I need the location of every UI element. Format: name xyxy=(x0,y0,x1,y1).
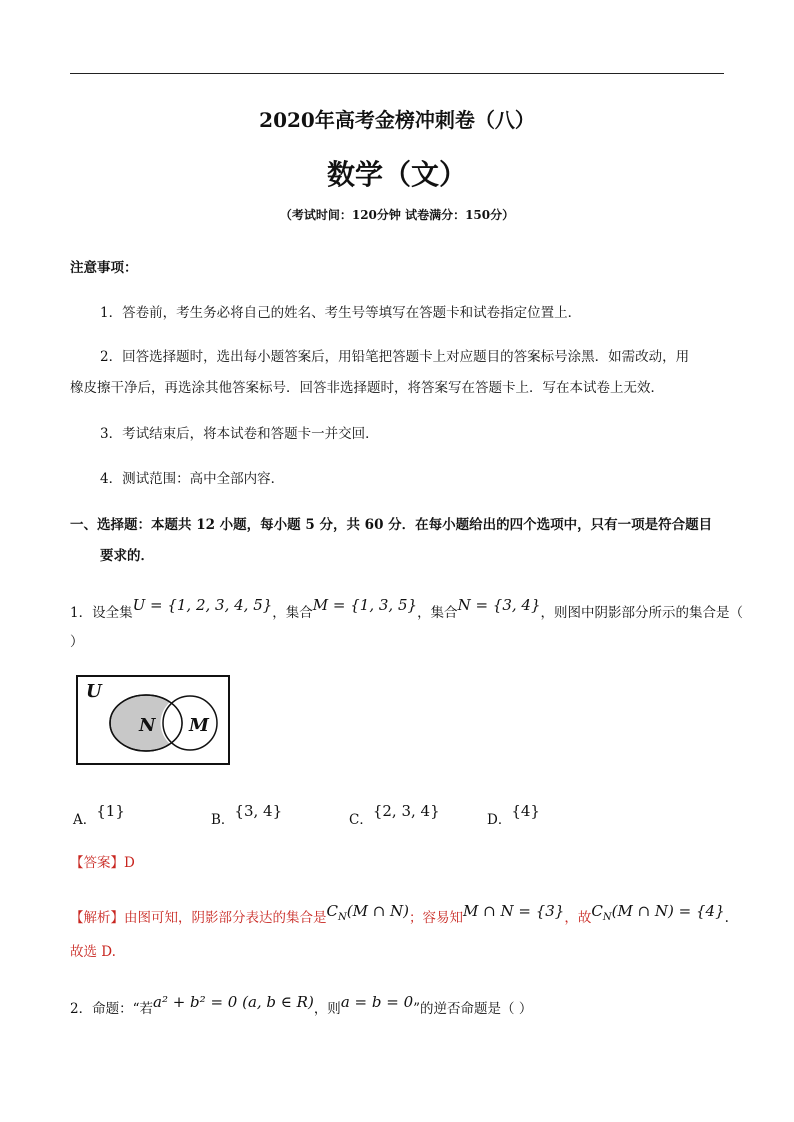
venn-label-M: M xyxy=(189,715,209,736)
option-value: {3, 4} xyxy=(234,802,283,820)
q1-option-d[interactable] xyxy=(487,802,540,828)
q1-venn-diagram xyxy=(76,675,232,767)
notice-heading: 注意事项： xyxy=(70,260,138,276)
q2-suffix: ”的逆否命题是（ ） xyxy=(413,1001,533,1017)
q2-mid: ，则 xyxy=(313,1001,341,1017)
q1-analysis xyxy=(70,902,729,929)
analysis-text-1: 由图可知，阴影部分表达的集合是 xyxy=(124,910,327,926)
q1-analysis-cont: 故选 D. xyxy=(70,944,116,960)
q1-U-set: U = {1, 2, 3, 4, 5} xyxy=(132,596,273,614)
section-heading: 一、选择题：本题共 12 小题，每小题 5 分，共 60 分．在每小题给出的四个选项中，只有一项是符合题目 xyxy=(70,517,713,533)
q1-mid2: ，集合 xyxy=(417,605,458,621)
q1-close-paren: ） xyxy=(70,634,84,650)
option-value: {2, 3, 4} xyxy=(372,802,440,820)
exam-subject: 数学（文） xyxy=(326,158,467,191)
analysis-math-1: $C_N(M$ ∩ N) xyxy=(326,902,410,923)
option-letter: D． xyxy=(487,812,512,828)
q2-prefix: 2．命题：“若 xyxy=(70,1001,153,1017)
option-letter: B． xyxy=(211,812,235,828)
option-letter: A． xyxy=(73,812,97,828)
venn-label-U: U xyxy=(86,681,102,702)
q1-mid1: ，集合 xyxy=(272,605,313,621)
notice-item-2-cont: 橡皮擦干净后，再选涂其他答案标号．回答非选择题时，将答案写在答题卡上．写在本试卷上无效． xyxy=(70,380,664,396)
q1-prefix: 1．设全集 xyxy=(70,605,133,621)
section-heading-cont: 要求的． xyxy=(100,548,154,564)
q1-suffix: ，则图中阴影部分所示的集合是（ xyxy=(540,605,744,621)
notice-item-1: 1．答卷前，考生务必将自己的姓名、考生号等填写在答题卡和试卷指定位置上． xyxy=(100,305,582,321)
analysis-text-3: ，故 xyxy=(564,910,592,926)
q1-stem xyxy=(70,596,744,621)
analysis-tag: 【解析】 xyxy=(70,910,124,926)
answer-value: D xyxy=(124,855,135,871)
header-rule xyxy=(70,73,724,74)
notice-item-4: 4．测试范围：高中全部内容． xyxy=(100,471,285,487)
q1-N-set: N = {3, 4} xyxy=(457,596,541,614)
q1-answer xyxy=(70,851,135,871)
q2-condition: a² + b² = 0 (a, b ∈ R) xyxy=(153,993,314,1011)
analysis-text-4: . xyxy=(724,910,729,926)
exam-info: （考试时间：120分钟 试卷满分：150分） xyxy=(279,208,515,222)
q2-conclusion: a = b = 0 xyxy=(340,993,414,1011)
analysis-math-3: $C_N(M$ ∩ N) = {4} xyxy=(591,902,725,923)
q2-stem xyxy=(70,993,533,1017)
q1-option-b[interactable] xyxy=(211,802,283,828)
option-letter: C． xyxy=(349,812,373,828)
notice-item-2: 2．回答选择题时，选出每小题答案后，用铅笔把答题卡上对应题目的答案标号涂黑．如需改动，用 xyxy=(100,349,690,365)
notice-item-3: 3．考试结束后，将本试卷和答题卡一并交回． xyxy=(100,426,379,442)
q1-option-a[interactable] xyxy=(73,802,125,828)
venn-label-N: N xyxy=(139,715,156,736)
exam-title: 2020年高考金榜冲刺卷（八） xyxy=(259,108,535,132)
q1-M-set: M = {1, 3, 5} xyxy=(312,596,418,614)
option-value: {1} xyxy=(96,802,125,820)
option-value: {4} xyxy=(511,802,540,820)
answer-tag: 【答案】 xyxy=(70,855,124,871)
q1-option-c[interactable] xyxy=(349,802,440,828)
analysis-text-2: ；容易知 xyxy=(409,910,464,926)
analysis-math-2: M ∩ N = {3} xyxy=(463,902,565,920)
